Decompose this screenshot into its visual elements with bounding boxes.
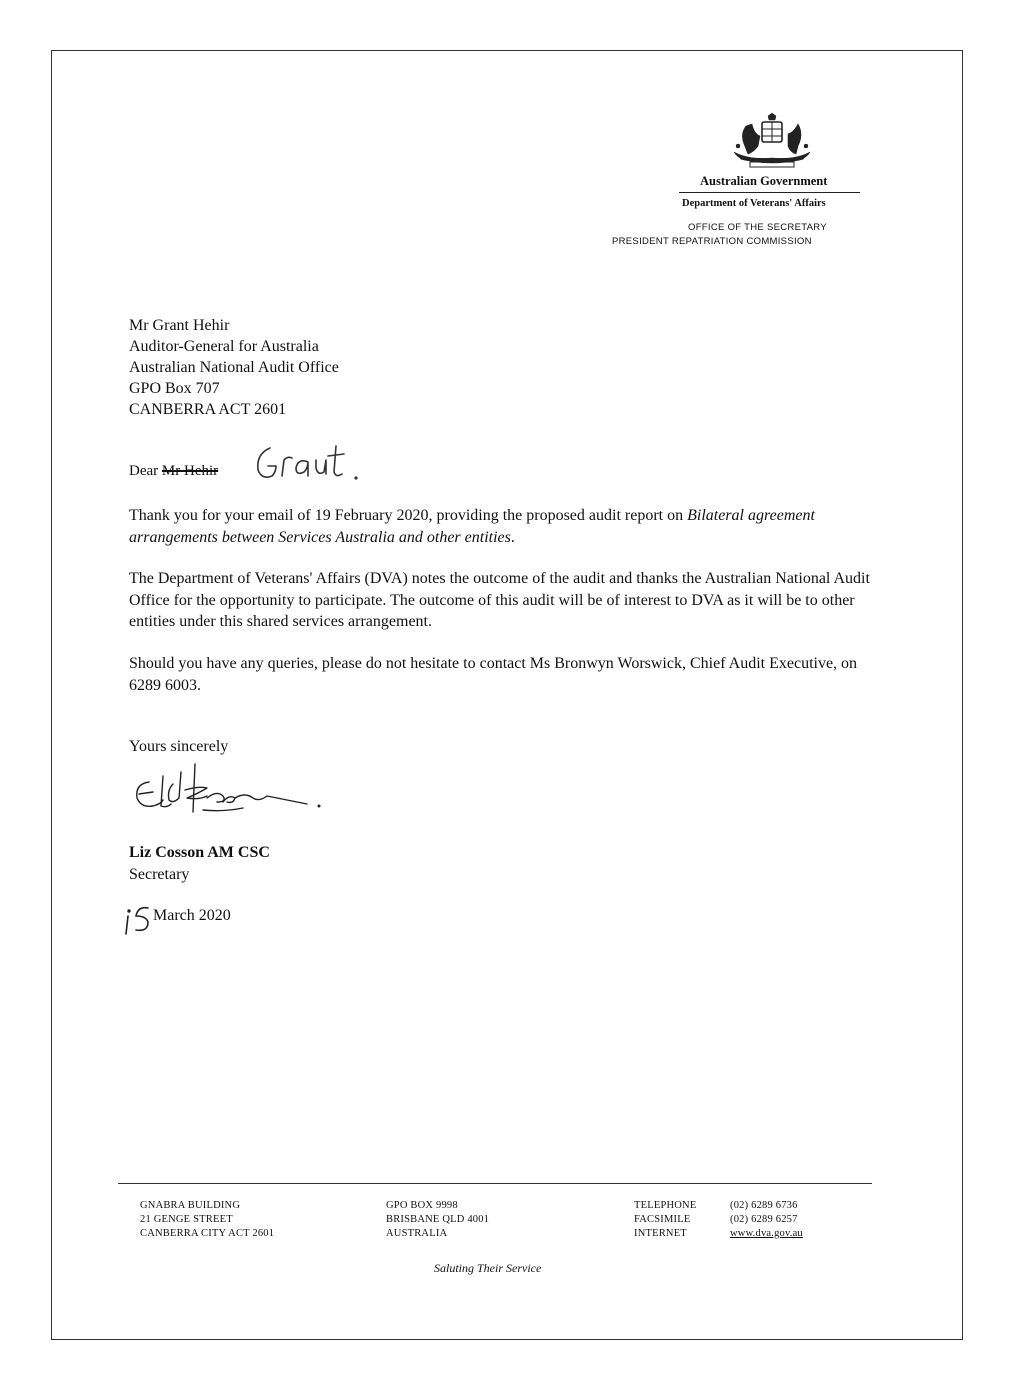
handwritten-grant bbox=[252, 440, 382, 485]
office-line-2: PRESIDENT REPATRIATION COMMISSION bbox=[612, 236, 812, 247]
footer-telephone: (02) 6289 6736 bbox=[730, 1200, 798, 1211]
footer-line: GNABRA BUILDING bbox=[140, 1200, 241, 1211]
footer-contact-values bbox=[730, 1199, 803, 1241]
paragraph-1-text: Thank you for your email of 19 February 2020, providing the proposed audit report on bbox=[129, 507, 688, 524]
footer-label: FACSIMILE bbox=[634, 1214, 691, 1225]
coat-of-arms-icon bbox=[728, 112, 816, 172]
footer-motto: Saluting Their Service bbox=[434, 1261, 542, 1275]
recipient-address bbox=[129, 315, 339, 420]
paragraph-3: Should you have any queries, please do not hesitate to contact Ms Bronwyn Worswick, Chief Audit Executive, on 6289 6003. bbox=[129, 655, 858, 694]
paragraph-1 bbox=[129, 505, 874, 548]
office-line-1: OFFICE OF THE SECRETARY bbox=[688, 222, 827, 233]
recipient-organisation: Australian National Audit Office bbox=[129, 359, 339, 376]
footer-line: 21 GENGE STREET bbox=[140, 1214, 233, 1225]
footer-rule bbox=[118, 1183, 872, 1184]
signature bbox=[133, 760, 333, 818]
government-name: Australian Government bbox=[700, 174, 828, 188]
salutation-dear: Dear bbox=[129, 463, 162, 479]
footer-line: GPO BOX 9998 bbox=[386, 1200, 458, 1211]
signer-name: Liz Cosson AM CSC bbox=[129, 844, 270, 861]
paragraph-2: The Department of Veterans' Affairs (DVA) notes the outcome of the audit and thanks the Australian National Audit Office for the opportunity to participate. The outcome of this audit will be of interest to DVA as it will be to other entities under this shared services arrangement. bbox=[129, 570, 870, 630]
recipient-po-box: GPO Box 707 bbox=[129, 380, 220, 397]
signer-title: Secretary bbox=[129, 866, 190, 883]
footer-contact-labels bbox=[634, 1199, 696, 1241]
footer-label: TELEPHONE bbox=[634, 1200, 697, 1211]
handwritten-grant-text: Grant. bbox=[252, 440, 255, 441]
letter-date: March 2020 bbox=[153, 907, 231, 924]
handwritten-date-day-text: 15 bbox=[120, 902, 121, 903]
footer-postal-address bbox=[386, 1199, 489, 1241]
recipient-name: Mr Grant Hehir bbox=[129, 317, 230, 334]
footer-facsimile: (02) 6289 6257 bbox=[730, 1214, 798, 1225]
paragraph-1-end: . bbox=[510, 528, 515, 546]
letterhead-rule bbox=[679, 192, 860, 193]
footer-line: AUSTRALIA bbox=[386, 1228, 448, 1239]
recipient-city: CANBERRA ACT 2601 bbox=[129, 401, 287, 418]
report-title: Bilateral agreement arrangements between Services Australia and other entities bbox=[129, 507, 815, 546]
footer-line: CANBERRA CITY ACT 2601 bbox=[140, 1228, 275, 1239]
footer-label: INTERNET bbox=[634, 1228, 687, 1239]
footer-line: BRISBANE QLD 4001 bbox=[386, 1214, 490, 1225]
salutation bbox=[129, 463, 218, 480]
valediction: Yours sincerely bbox=[129, 738, 229, 755]
recipient-title: Auditor-General for Australia bbox=[129, 338, 319, 355]
department-name: Department of Veterans' Affairs bbox=[682, 198, 826, 209]
footer-street-address bbox=[140, 1199, 274, 1241]
handwritten-date-day bbox=[120, 902, 154, 936]
salutation-struck-name: Mr Hehir bbox=[161, 463, 219, 479]
footer-website-link[interactable]: www.dva.gov.au bbox=[730, 1228, 803, 1239]
